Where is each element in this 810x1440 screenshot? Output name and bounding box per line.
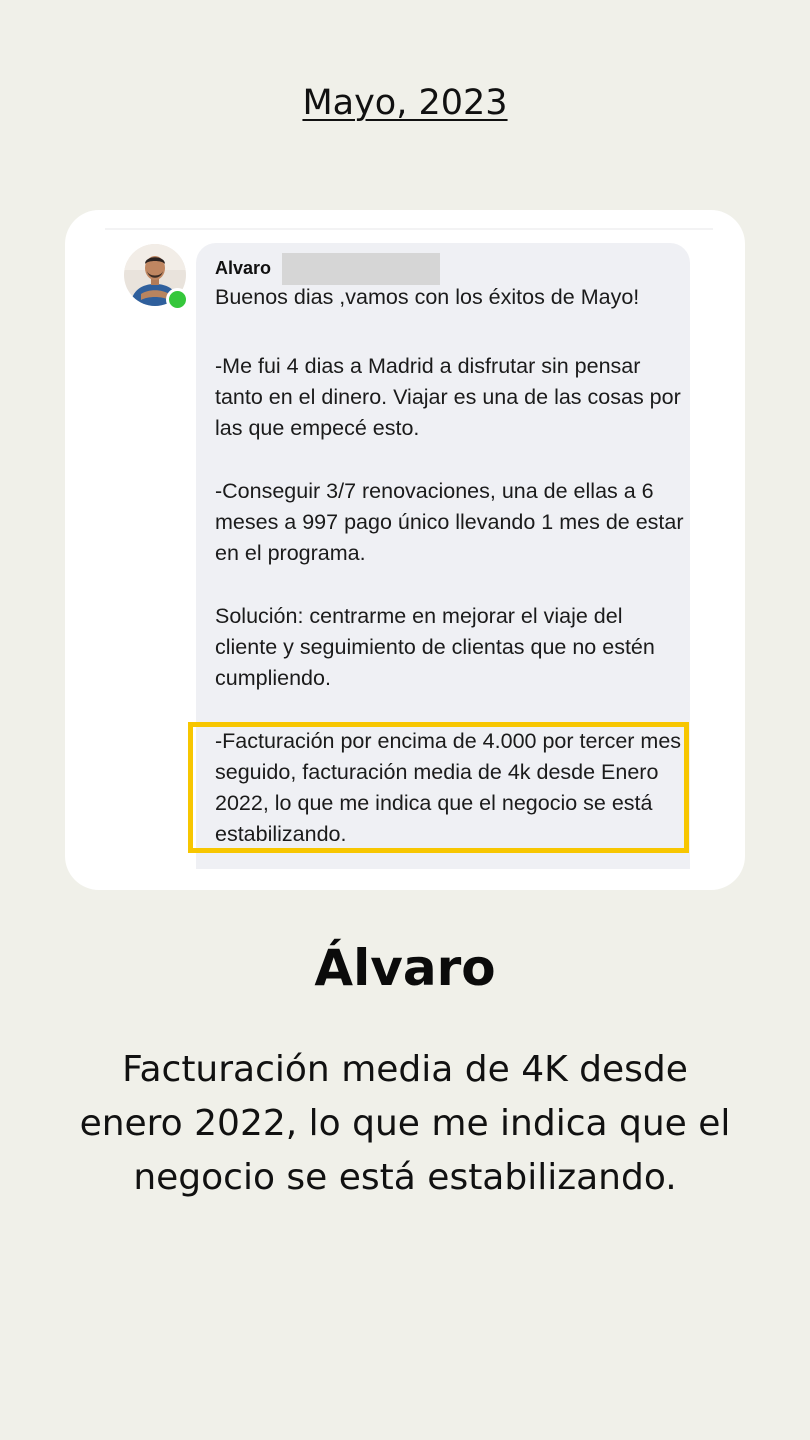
online-status-icon bbox=[166, 288, 189, 311]
testimonial-quote: Facturación media de 4K desde enero 2022, lo que me indica que el negocio se está estabilizando. bbox=[79, 1049, 731, 1198]
message-paragraph: Buenos dias ,vamos con los éxitos de Mayo! bbox=[215, 285, 640, 309]
date-heading: Mayo, 2023 bbox=[302, 83, 508, 123]
divider bbox=[105, 228, 713, 230]
redacted-surname bbox=[282, 253, 440, 285]
highlighted-message-paragraph: -Facturación por encima de 4.000 por tercer mes seguido, facturación media de 4k desde Enero 2022, lo que me indica que el negocio se está estabilizando. bbox=[215, 729, 682, 846]
message-paragraph: -Me fui 4 dias a Madrid a disfrutar sin pensar tanto en el dinero. Viajar es una de las cosas por las que empecé esto. bbox=[215, 354, 681, 440]
message-paragraph: Solución: centrarme en mejorar el viaje del cliente y seguimiento de clientas que no estén cumpliendo. bbox=[215, 604, 655, 690]
message-screenshot-card bbox=[65, 210, 745, 890]
testimonial-name: Álvaro bbox=[314, 939, 496, 997]
avatar[interactable] bbox=[124, 244, 186, 306]
message-bubble bbox=[196, 243, 690, 869]
message-paragraph: -Conseguir 3/7 renovaciones, una de ellas a 6 meses a 997 pago único llevando 1 mes de estar en el programa. bbox=[215, 479, 684, 565]
sender-name: Alvaro bbox=[215, 258, 272, 278]
